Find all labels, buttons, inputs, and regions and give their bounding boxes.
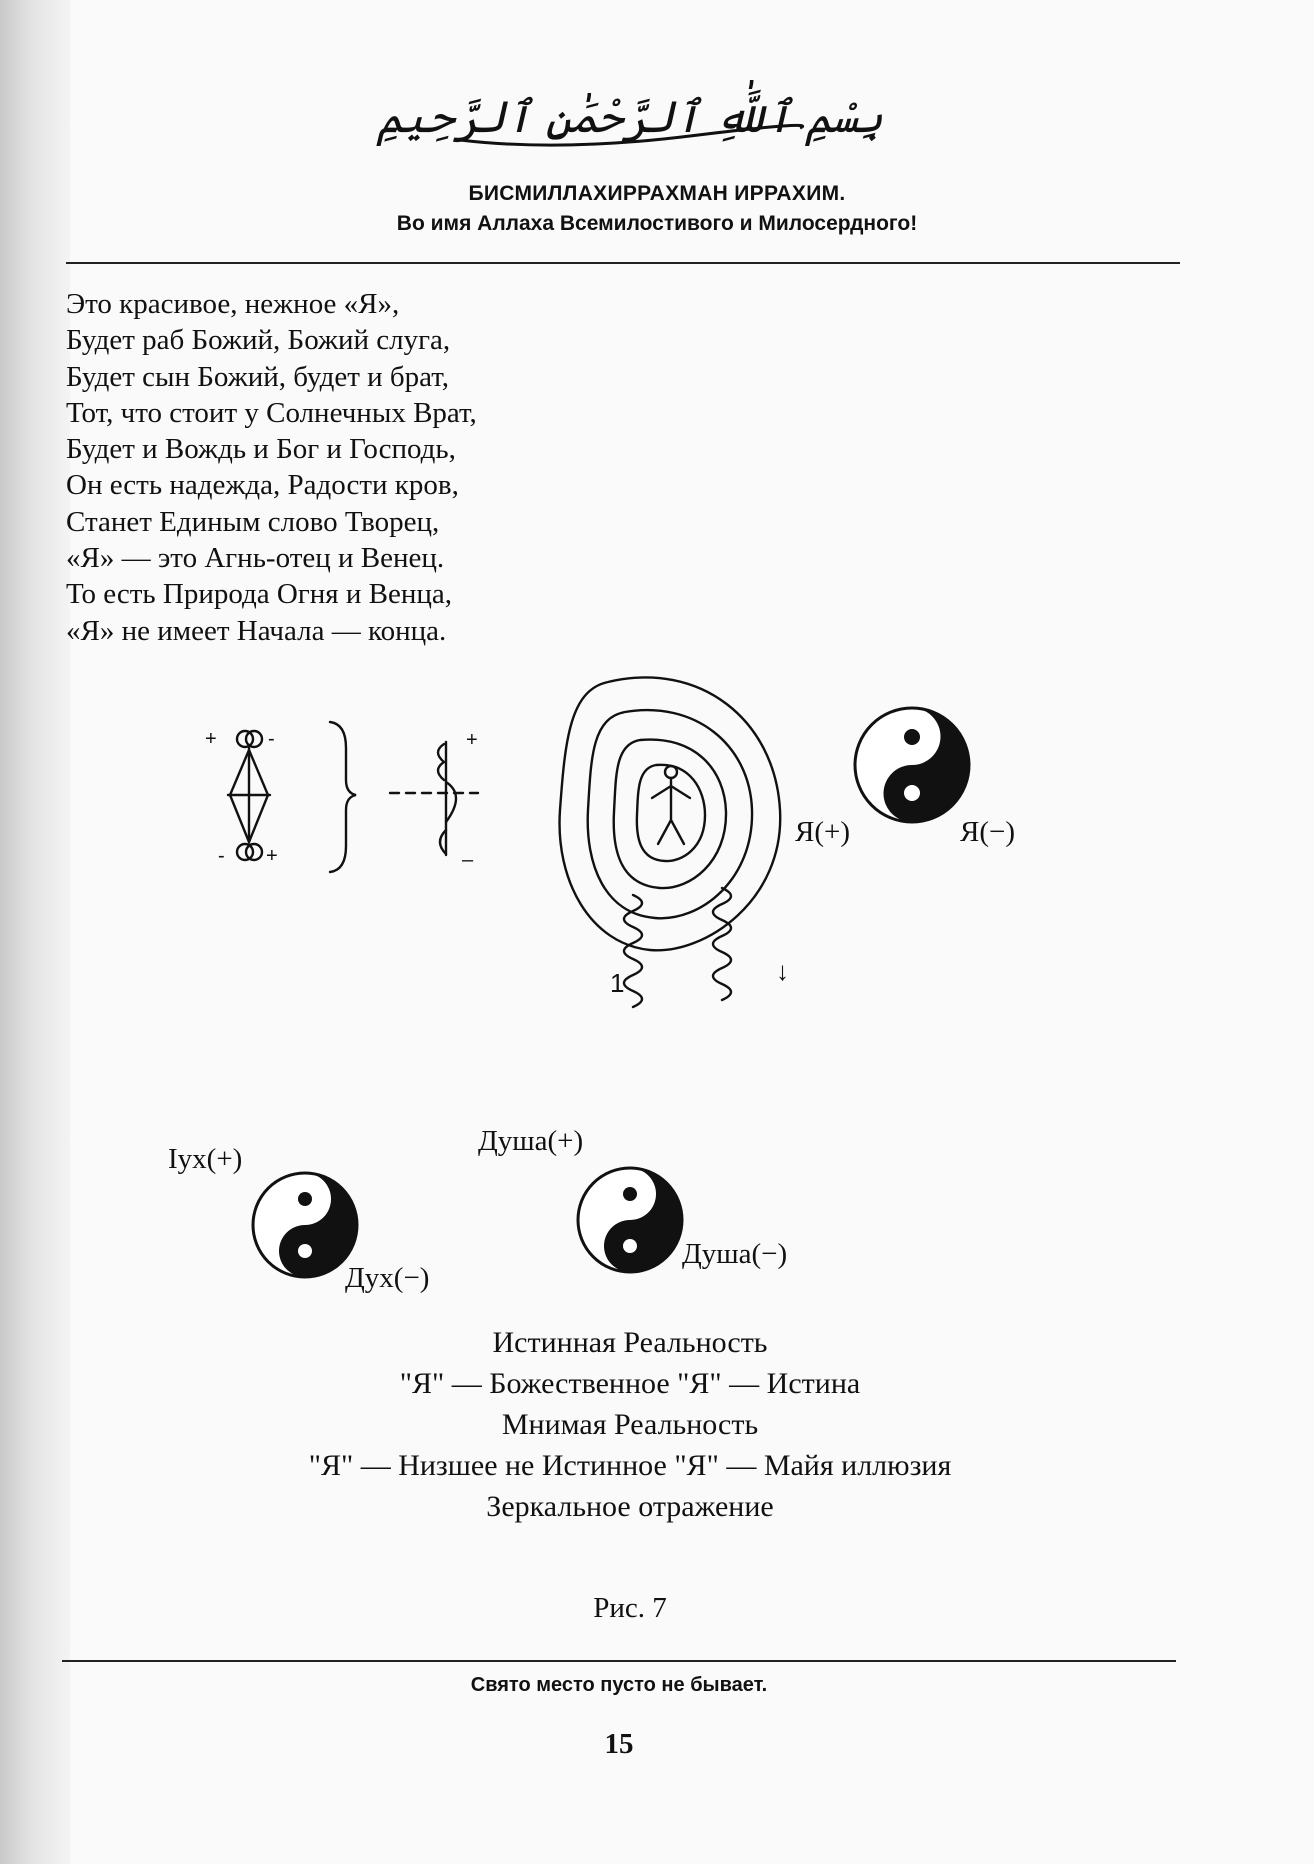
yin-yang-symbol-dukh	[253, 1173, 357, 1277]
yin-yang-symbol-dusha	[578, 1168, 682, 1272]
poem-line: «Я» не имеет Начала — конца.	[66, 614, 447, 647]
plus-sign: +	[466, 729, 478, 751]
poem-line: То есть Природа Огня и Венца,	[66, 578, 452, 611]
minus-sign: -	[218, 845, 225, 867]
poem-line: Будет раб Божий, Божий слуга,	[66, 324, 451, 357]
footer-divider	[62, 1660, 1176, 1662]
page-header-title: БИСМИЛЛАХИРРАХМАН ИРРАХИМ.	[468, 182, 846, 205]
label-dukh-minus: Дух(−)	[345, 1262, 430, 1294]
poem-line: Он есть надежда, Радости кров,	[66, 469, 459, 502]
yin-yang-symbol-ya	[855, 708, 969, 822]
caption-line: Мнимая Реальность	[501, 1408, 759, 1441]
aura-rings	[560, 677, 781, 950]
figure-number: Рис. 7	[593, 1592, 667, 1624]
figure-caption	[150, 1322, 1110, 1527]
caption-line: "Я" — Божественное "Я" — Истина	[399, 1367, 861, 1400]
minus-sign: -	[268, 728, 275, 750]
poem-line: Будет сын Божий, будет и брат,	[66, 360, 450, 393]
page-header-subtitle: Во имя Аллаха Всемилостивого и Милосердного!	[396, 212, 918, 235]
label-dukh-plus: Iух(+)	[168, 1143, 243, 1175]
poem-line: Тот, что стоит у Солнечных Врат,	[66, 396, 477, 429]
caption-line: Истинная Реальность	[492, 1326, 768, 1359]
poem-line: Это красивое, нежное «Я»,	[66, 288, 400, 320]
plus-sign: +	[205, 728, 217, 750]
footer-proverb: Свято место пусто не бывает.	[470, 1674, 768, 1696]
caption-line: "Я" — Низшее не Истинное "Я" — Майя иллюзия	[308, 1449, 952, 1482]
basmala-text: بِسْمِ ٱللَّٰهِ ٱلرَّحْمَٰنِ ٱلرَّحِيمِ	[376, 92, 884, 143]
label-ya-minus: Я(−)	[960, 816, 1016, 848]
polarity-half-figure	[390, 742, 478, 855]
poem-line: «Я» — это Агнь-отец и Венец.	[66, 542, 445, 575]
polarity-diamond-figure	[228, 731, 270, 860]
label-dusha-minus: Душа(−)	[682, 1238, 788, 1270]
page-number: 15	[604, 1728, 634, 1760]
plus-sign: +	[266, 845, 278, 867]
label-dusha-plus: Душа(+)	[478, 1125, 584, 1157]
caption-line: Зеркальное отражение	[486, 1490, 774, 1523]
poem-line: Станет Единым слово Творец,	[66, 505, 440, 538]
arrow-down-icon: ↓	[776, 956, 789, 986]
poem-line: Будет и Вождь и Бог и Господь,	[66, 433, 456, 466]
label-ya-plus: Я(+)	[795, 816, 851, 848]
curly-brace	[330, 722, 356, 872]
minus-sign: –	[462, 849, 474, 871]
number-one-label: 1	[610, 968, 625, 998]
